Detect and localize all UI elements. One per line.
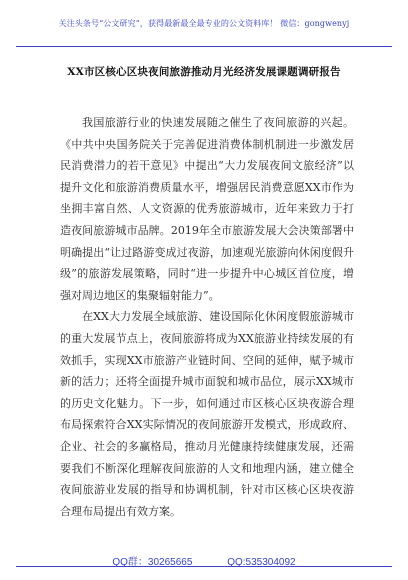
document-title: XX市区核心区块夜间旅游推动月光经济发展课题调研报告 xyxy=(67,66,341,78)
footer-qq-number: QQ:535304092 xyxy=(227,557,296,568)
footer-divider xyxy=(16,566,392,567)
footer-qq-group: QQ群：30265665 xyxy=(112,557,193,568)
paragraph-2: 在XX大力发展全域旅游、建设国际化休闲度假旅游城市的重大发展节点上，夜间旅游将成为XX旅游业持续发展的有效抓手，实现XX市旅游产业链时间、空间的延伸，赋予城市新的活力；还将全面提升城市面貌和城市品位，展示XX城市的历史文化魅力。下一步，如何通过市区核心区块夜游合理布局探索符合XX实际情况的夜间旅游开发模式，形成政府、企业、社会的多赢格局，推动月光健康持续健康发展，还需要我们不断深化理解夜间旅游的人文和地理内涵，建立健全夜间旅游业发展的指导和协调机制，针对市区核心区块夜游合理布局提出有效方案。 xyxy=(60,310,354,518)
header-notice: 关注头条号“公文研究”，获得最新最全最专业的公文资料库！ 微信：gongwenyj xyxy=(58,19,350,28)
paragraph-1: 我国旅游行业的快速发展随之催生了夜间旅游的兴起。《中共中央国务院关于完善促进消费体制机制进一步激发居民消费潜力的若干意见》中提出“大力发展夜间文旅经济”以提升文化和旅游消费质量水平，增强居民消费意愿XX市作为坐拥丰富自然、人文资源的优秀旅游城市，近年来致力于打造夜间旅游城市品牌。2019年全市旅游发展大会决策部署中明确提出“让过路游变成过夜游，加速观光旅游向休闲度假升级”的旅游发展策略，同时“进一步提升中心城区首位度，增强对周边地区的集聚辐射能力”。 xyxy=(60,116,354,302)
header-divider xyxy=(16,46,392,47)
document-body xyxy=(60,112,354,522)
